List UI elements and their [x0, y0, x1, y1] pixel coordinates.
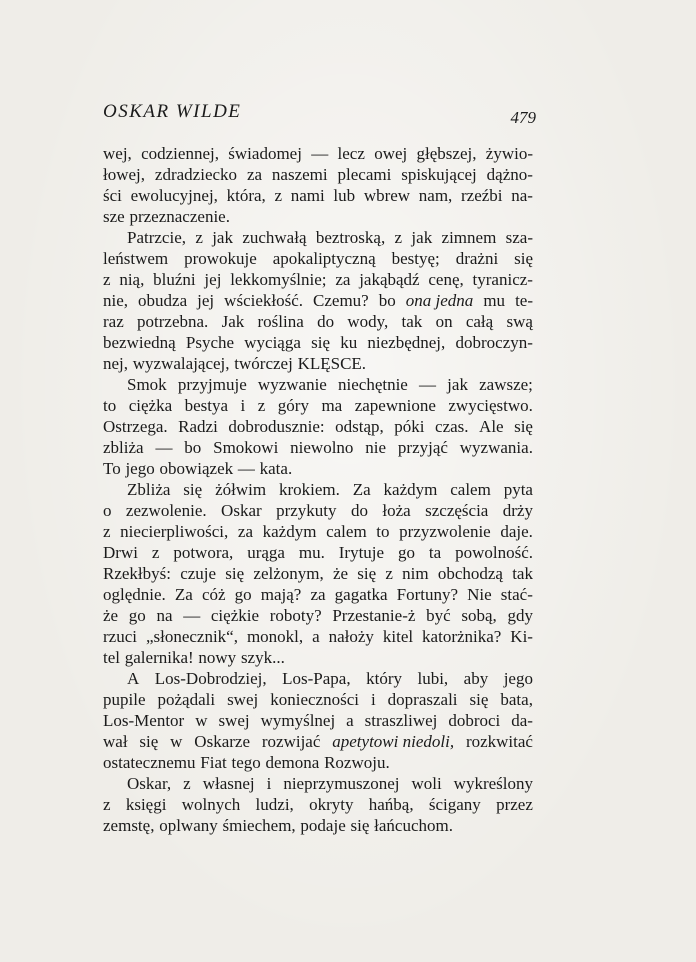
word: zwycięstwo.: [448, 396, 533, 415]
word: jego: [503, 669, 533, 688]
word: naszemi: [271, 165, 328, 184]
page-number: 479: [510, 108, 536, 127]
body-text: [103, 143, 533, 836]
word: niecierpliwości,: [120, 522, 229, 541]
word: na-: [511, 186, 533, 205]
word: zdradziecko: [154, 165, 238, 184]
word: okryty: [309, 795, 354, 814]
word: galernika!: [124, 648, 194, 667]
word: zbliża: [103, 438, 144, 457]
word: spiskującej: [401, 165, 477, 184]
word: prowokuje: [184, 249, 257, 268]
word: żywio-: [485, 144, 533, 163]
word: rzuci: [103, 627, 137, 646]
word: da-: [511, 711, 533, 730]
word: z: [257, 396, 266, 415]
word: potrzebna.: [137, 312, 209, 331]
text-line: [103, 815, 533, 836]
word: wymyślnej: [260, 711, 336, 730]
word: z: [394, 228, 403, 247]
word: go: [128, 606, 146, 625]
text-line: [103, 542, 533, 563]
word: żółwim: [215, 480, 267, 499]
word: To: [103, 459, 121, 478]
word: on: [435, 312, 453, 331]
text-line: [103, 647, 533, 668]
word: w: [170, 732, 183, 751]
word: sze: [103, 207, 125, 226]
word: tyranicz-: [472, 270, 533, 289]
word: lubi,: [417, 669, 449, 688]
word: dążno-: [486, 165, 533, 184]
word: —: [311, 144, 329, 163]
word: wody,: [347, 312, 389, 331]
word: swej: [227, 690, 259, 709]
word: A: [127, 669, 140, 688]
word: sobą,: [461, 606, 497, 625]
word: daje.: [500, 522, 533, 541]
word: bestya: [184, 396, 229, 415]
word: nałoży: [328, 627, 374, 646]
word: ku: [340, 333, 358, 352]
word: powolność.: [455, 543, 533, 562]
word: się: [514, 249, 533, 268]
word: na: [156, 606, 173, 625]
word: nie,: [103, 291, 129, 310]
word: lub: [333, 186, 356, 205]
word: konieczności: [270, 690, 359, 709]
text-line: [103, 248, 533, 269]
word: gagatka: [334, 585, 388, 604]
text-line: [103, 374, 533, 395]
word: góry: [277, 396, 309, 415]
word: czas.: [435, 417, 469, 436]
word: wolnych: [181, 795, 241, 814]
word: a: [312, 627, 320, 646]
text-line: [103, 500, 533, 521]
word: kata.: [259, 459, 293, 478]
word: świadomej: [228, 144, 302, 163]
word: być: [426, 606, 451, 625]
word: z: [183, 774, 191, 793]
word: ciężka: [128, 396, 173, 415]
word: ścigany: [428, 795, 481, 814]
word: niewolno: [290, 438, 354, 457]
word: —: [419, 375, 437, 394]
word: zuchwałą: [242, 228, 307, 247]
word: się: [350, 816, 370, 835]
word: szyk...: [240, 648, 285, 667]
text-line: [103, 437, 533, 458]
word: Irytuje: [338, 543, 385, 562]
word: Fortuny?: [396, 585, 459, 604]
running-head: OSKAR WILDE: [103, 101, 242, 122]
word: wbrew: [363, 186, 411, 205]
word: jej: [197, 291, 215, 310]
word: drażni: [455, 249, 499, 268]
text-line: [103, 311, 533, 332]
word: Los-Mentor: [103, 711, 185, 730]
word: swą: [506, 312, 533, 331]
word: oględnie.: [103, 585, 166, 604]
word: dopraszali: [387, 690, 458, 709]
word: „słonecznik“,: [145, 627, 238, 646]
word: Patrzcie,: [127, 228, 186, 247]
word: twórczej: [234, 354, 293, 373]
word: tego: [231, 753, 261, 772]
word: urąga: [247, 543, 285, 562]
word: głębszej,: [416, 144, 477, 163]
word: —: [183, 606, 201, 625]
word: łańcuchom.: [374, 816, 453, 835]
word: Rzekłbyś:: [103, 564, 171, 583]
word: kitel: [382, 627, 414, 646]
text-line: [103, 143, 533, 164]
text-line: [103, 185, 533, 206]
text-line: [103, 794, 533, 815]
word: calem: [326, 522, 367, 541]
word: to: [376, 522, 390, 541]
word: te-: [515, 291, 533, 310]
word: przez: [496, 795, 533, 814]
word: własnej: [202, 774, 255, 793]
word: owej: [374, 144, 408, 163]
word: Rozwoju.: [324, 753, 390, 772]
word: niezbędnej,: [367, 333, 446, 352]
word: do: [350, 501, 368, 520]
word: nią,: [119, 270, 145, 289]
word: go: [397, 543, 415, 562]
word: nam,: [418, 186, 453, 205]
text-line: [103, 416, 533, 437]
word: apetytowi niedoli,: [332, 732, 455, 751]
word: do: [317, 312, 335, 331]
word: jej: [204, 270, 222, 289]
word: lekkomyślnie;: [230, 270, 327, 289]
word: codziennej,: [141, 144, 219, 163]
word: stać-: [500, 585, 533, 604]
word: i: [370, 690, 376, 709]
word: wyzwania.: [459, 438, 533, 457]
word: czuje: [180, 564, 217, 583]
word: gdy: [507, 606, 533, 625]
word: obowiązek: [159, 459, 234, 478]
word: bluźni: [153, 270, 196, 289]
text-line: [103, 227, 533, 248]
word: dobroci: [448, 711, 501, 730]
word: oplwany: [159, 816, 218, 835]
word: mają?: [260, 585, 302, 604]
word: śmiechem,: [222, 816, 296, 835]
paragraph: [103, 479, 533, 668]
word: cenę,: [428, 270, 464, 289]
text-line: [103, 626, 533, 647]
word: zezwolenie.: [125, 501, 207, 520]
word: Przestanie-ż: [332, 606, 416, 625]
word: rzeźbi: [461, 186, 503, 205]
word: jak: [447, 375, 468, 394]
text-line: [103, 605, 533, 626]
word: póki: [394, 417, 425, 436]
word: wyzwanie: [257, 375, 327, 394]
word: jakąbądź: [359, 270, 420, 289]
word: Ostrzega.: [103, 417, 168, 436]
word: za: [237, 522, 253, 541]
word: z: [274, 186, 283, 205]
word: zimnem: [441, 228, 497, 247]
word: Za: [352, 480, 371, 499]
word: go: [234, 585, 252, 604]
word: bestyę;: [391, 249, 440, 268]
word: Drwi: [103, 543, 138, 562]
word: ewolucyjnej,: [130, 186, 218, 205]
word: Jak: [221, 312, 245, 331]
word: roboty?: [269, 606, 322, 625]
word: z: [103, 270, 111, 289]
paragraph: [103, 227, 533, 374]
word: pożądali: [157, 690, 216, 709]
word: o: [103, 501, 112, 520]
text-line: [103, 521, 533, 542]
word: ciężkie: [210, 606, 260, 625]
word: —: [237, 459, 255, 478]
word: w: [195, 711, 208, 730]
word: Los-Papa,: [282, 669, 351, 688]
word: Fiat: [200, 753, 227, 772]
word: tel: [103, 648, 120, 667]
word: dobroczyn-: [455, 333, 533, 352]
word: podaje: [300, 816, 346, 835]
word: nami: [290, 186, 325, 205]
word: Smok: [127, 375, 167, 394]
word: ta: [428, 543, 442, 562]
word: plecami: [337, 165, 392, 184]
word: nowy: [198, 648, 237, 667]
word: aby: [463, 669, 489, 688]
word: obchodzą: [437, 564, 503, 583]
word: hańbą,: [368, 795, 414, 814]
word: się: [514, 417, 533, 436]
word: wał: [103, 732, 128, 751]
word: przykuty: [276, 501, 337, 520]
word: przyjąć: [397, 438, 448, 457]
word: sza-: [505, 228, 533, 247]
text-line: [103, 353, 533, 374]
word: za: [335, 270, 351, 289]
word: Zbliża: [127, 480, 171, 499]
word: wej,: [103, 144, 132, 163]
paragraph: [103, 773, 533, 836]
word: katorżnika?: [422, 627, 502, 646]
word: demona: [265, 753, 320, 772]
word: rozwijać: [261, 732, 321, 751]
word: księgi: [125, 795, 167, 814]
word: Psyche: [185, 333, 235, 352]
text-line: [103, 395, 533, 416]
word: jego: [125, 459, 155, 478]
text-line: [103, 668, 533, 689]
word: wyciąga: [244, 333, 301, 352]
word: ludzi,: [255, 795, 294, 814]
word: z: [195, 228, 203, 247]
word: pyta: [503, 480, 533, 499]
word: beztroską,: [315, 228, 386, 247]
word: całą: [465, 312, 494, 331]
word: i: [240, 396, 246, 415]
word: się: [183, 480, 203, 499]
word: zapewnione: [354, 396, 436, 415]
word: wyzwalającej,: [132, 354, 230, 373]
word: przyzwolenie: [399, 522, 491, 541]
text-line: [103, 332, 533, 353]
word: monokl,: [246, 627, 304, 646]
text-line: [103, 458, 533, 479]
word: bo: [378, 291, 396, 310]
word: Czemu?: [313, 291, 369, 310]
text-line: [103, 752, 533, 773]
word: Oskar: [221, 501, 262, 520]
word: cóż: [201, 585, 226, 604]
word: pupile: [103, 690, 146, 709]
word: się: [469, 690, 489, 709]
text-line: [103, 164, 533, 185]
word: calem: [450, 480, 491, 499]
word: Za: [174, 585, 193, 604]
word: apokaliptyczną: [272, 249, 376, 268]
word: nej,: [103, 354, 129, 373]
paragraph: [103, 143, 533, 227]
word: niechętnie: [338, 375, 408, 394]
word: odstąp,: [335, 417, 384, 436]
word: ści: [103, 186, 122, 205]
word: tak: [401, 312, 423, 331]
text-line: [103, 731, 533, 752]
word: z: [103, 795, 111, 814]
text-line: [103, 563, 533, 584]
word: swej: [218, 711, 250, 730]
word: tak: [512, 564, 533, 583]
word: a: [346, 711, 354, 730]
word: bo: [184, 438, 202, 457]
word: przyjmuje: [177, 375, 247, 394]
word: każdym: [262, 522, 317, 541]
text-line: [103, 584, 533, 605]
word: Los-Dobrodziej,: [154, 669, 267, 688]
word: bata,: [500, 690, 533, 709]
word: roślina: [257, 312, 304, 331]
word: rozkwitać: [465, 732, 533, 751]
word: i: [266, 774, 272, 793]
word: nim: [402, 564, 429, 583]
word: jak: [411, 228, 433, 247]
word: wściekłość.: [224, 291, 304, 310]
word: z: [385, 564, 393, 583]
word: Oskar,: [127, 774, 172, 793]
text-line: [103, 710, 533, 731]
word: ma: [321, 396, 343, 415]
word: Ki-: [510, 627, 533, 646]
word: się: [311, 333, 330, 352]
word: łoża: [382, 501, 411, 520]
text-line: [103, 290, 533, 311]
word: Smokowi: [213, 438, 279, 457]
word: krokiem.: [278, 480, 340, 499]
word: Oskarze: [194, 732, 250, 751]
word: się: [225, 564, 245, 583]
paragraph: [103, 668, 533, 773]
word: zemstę,: [103, 816, 155, 835]
word: za: [310, 585, 326, 604]
word: że: [332, 564, 349, 583]
word: który: [366, 669, 402, 688]
word: Nie: [467, 585, 492, 604]
word: nieprzymuszonej: [283, 774, 400, 793]
word: z: [103, 522, 111, 541]
word: leństwem: [103, 249, 169, 268]
word: —: [155, 438, 173, 457]
word: to: [103, 396, 117, 415]
word: wykreślony: [453, 774, 533, 793]
word: dobrodusznie:: [228, 417, 325, 436]
word: woli: [411, 774, 442, 793]
word: szczęścia: [425, 501, 489, 520]
word: że: [103, 606, 119, 625]
word: która,: [226, 186, 266, 205]
text-line: [103, 206, 533, 227]
word: obudza: [138, 291, 188, 310]
word: mu: [483, 291, 506, 310]
paragraph: [103, 374, 533, 479]
word: się: [139, 732, 159, 751]
word: Radzi: [178, 417, 218, 436]
word: każdym: [383, 480, 438, 499]
word: się: [357, 564, 377, 583]
text-line: [103, 773, 533, 794]
word: lecz: [337, 144, 365, 163]
word: przeznaczenie.: [129, 207, 230, 226]
text-line: [103, 689, 533, 710]
word: KLĘSCE.: [297, 354, 367, 373]
word: mu.: [298, 543, 325, 562]
word: drży: [502, 501, 533, 520]
word: bezwiedną: [103, 333, 176, 352]
word: zawsze;: [479, 375, 533, 394]
word: raz: [103, 312, 124, 331]
word: potwora,: [173, 543, 234, 562]
word: nie: [365, 438, 387, 457]
word: straszliwej: [364, 711, 438, 730]
word: jak: [212, 228, 233, 247]
word: łowej,: [103, 165, 146, 184]
text-line: [103, 479, 533, 500]
word: zelżonym,: [253, 564, 324, 583]
word: z: [151, 543, 160, 562]
word: za: [246, 165, 263, 184]
word: ostatecznemu: [103, 753, 196, 772]
word: ona jedna: [405, 291, 474, 310]
word: Ale: [479, 417, 504, 436]
text-line: [103, 269, 533, 290]
